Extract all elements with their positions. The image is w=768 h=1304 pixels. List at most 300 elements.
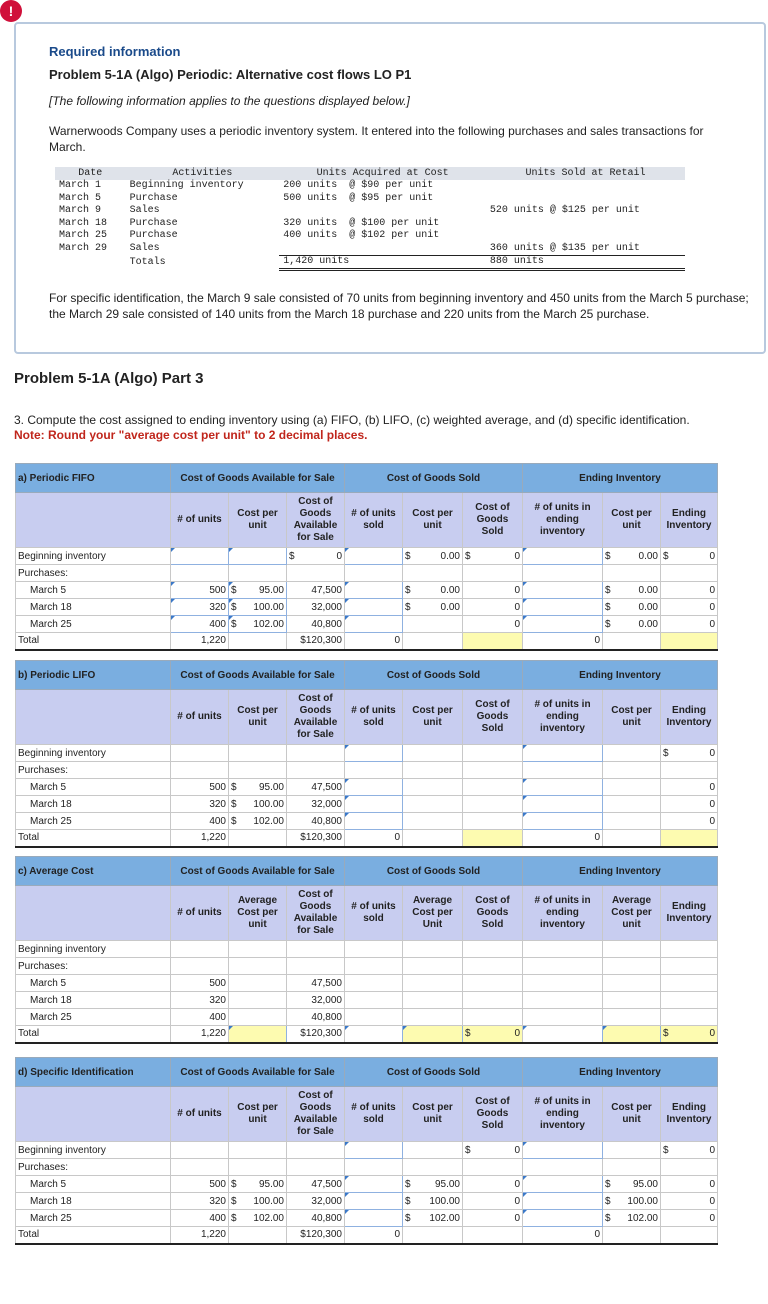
worksheet-row bbox=[16, 1009, 718, 1026]
group-header: Ending Inventory bbox=[523, 1058, 718, 1087]
transaction-cell: March 25 bbox=[59, 230, 108, 242]
value-cell bbox=[171, 1142, 229, 1159]
value-cell bbox=[229, 1227, 287, 1244]
value-cell bbox=[287, 1159, 345, 1176]
intro-text: Warnerwoods Company uses a periodic inventory system. It entered into the following purchases and sales transactions for March. bbox=[49, 124, 704, 154]
cell-value: 100.00 bbox=[253, 798, 284, 810]
value-cell bbox=[463, 565, 523, 582]
input-cell[interactable] bbox=[345, 1193, 403, 1210]
value-cell bbox=[661, 941, 718, 958]
column-header: Cost per unit bbox=[229, 493, 287, 548]
column-header: Cost of Goods Available for Sale bbox=[287, 493, 345, 548]
worksheet-row bbox=[16, 1193, 718, 1210]
worksheet-row bbox=[16, 992, 718, 1009]
input-cell[interactable] bbox=[229, 1026, 287, 1043]
transaction-cell: March 29 bbox=[59, 243, 108, 254]
value-cell: 0 bbox=[463, 1210, 523, 1227]
value-cell bbox=[229, 941, 287, 958]
input-cell[interactable]: 400 bbox=[171, 616, 229, 633]
value-cell bbox=[287, 548, 345, 565]
value-cell bbox=[403, 599, 463, 616]
column-header: Cost per unit bbox=[603, 1087, 661, 1142]
value-cell bbox=[603, 633, 661, 650]
input-cell[interactable] bbox=[345, 616, 403, 633]
transaction-cell: Sales bbox=[129, 243, 160, 254]
dollar-sign: $ bbox=[605, 1212, 611, 1224]
value-cell bbox=[463, 830, 523, 847]
transaction-cell: 360 units @ $135 per unit bbox=[489, 242, 640, 254]
transaction-row bbox=[55, 242, 685, 255]
input-cell[interactable] bbox=[171, 548, 229, 565]
value-cell bbox=[463, 548, 523, 565]
value-cell bbox=[661, 975, 718, 992]
value-cell: 40,800 bbox=[287, 1210, 345, 1227]
value-cell bbox=[229, 975, 287, 992]
value-cell bbox=[229, 633, 287, 650]
worksheet-title: a) Periodic FIFO bbox=[16, 464, 171, 493]
value-cell bbox=[463, 941, 523, 958]
group-header: Ending Inventory bbox=[523, 857, 718, 886]
dollar-sign: $ bbox=[231, 798, 237, 810]
value-cell: 32,000 bbox=[287, 599, 345, 616]
column-header: Ending Inventory bbox=[661, 493, 718, 548]
value-cell: 40,800 bbox=[287, 616, 345, 633]
row-label: Purchases: bbox=[16, 565, 171, 582]
transaction-row bbox=[55, 192, 685, 205]
group-header: Cost of Goods Sold bbox=[345, 1058, 523, 1087]
row-label: March 25 bbox=[16, 1210, 171, 1227]
column-header: Cost of Goods Available for Sale bbox=[287, 1087, 345, 1142]
transaction-row bbox=[55, 205, 685, 218]
value-cell: 0 bbox=[523, 1227, 603, 1244]
input-cell[interactable] bbox=[523, 1026, 603, 1043]
problem-title: Problem 5-1A (Algo) Periodic: Alternative cost flows LO P1 bbox=[49, 67, 412, 82]
group-header: Cost of Goods Sold bbox=[345, 857, 523, 886]
dollar-sign: $ bbox=[465, 1028, 471, 1040]
input-cell[interactable] bbox=[523, 599, 603, 616]
input-cell[interactable] bbox=[229, 616, 287, 633]
input-cell[interactable] bbox=[345, 582, 403, 599]
alert-icon: ! bbox=[0, 0, 22, 22]
value-cell bbox=[345, 1159, 403, 1176]
value-cell bbox=[463, 813, 523, 830]
dollar-sign: $ bbox=[663, 1028, 669, 1040]
worksheet-row bbox=[16, 745, 718, 762]
input-cell[interactable] bbox=[523, 813, 603, 830]
worksheet-row bbox=[16, 941, 718, 958]
value-cell: 500 bbox=[171, 975, 229, 992]
column-header: Cost of Goods Available for Sale bbox=[287, 886, 345, 941]
value-cell bbox=[463, 633, 523, 650]
cell-value: 102.00 bbox=[253, 815, 284, 827]
value-cell: 0 bbox=[463, 1193, 523, 1210]
value-cell: 0 bbox=[661, 779, 718, 796]
value-cell bbox=[603, 813, 661, 830]
cell-value: 102.00 bbox=[253, 1212, 284, 1224]
row-label: Total bbox=[16, 633, 171, 650]
input-cell[interactable] bbox=[345, 779, 403, 796]
input-cell[interactable] bbox=[229, 582, 287, 599]
worksheet-row bbox=[16, 548, 718, 565]
transactions-header: Units Acquired at Cost bbox=[279, 167, 486, 180]
input-cell[interactable] bbox=[345, 1176, 403, 1193]
worksheet-c bbox=[15, 856, 718, 1044]
dollar-sign: $ bbox=[405, 1212, 411, 1224]
dollar-sign: $ bbox=[663, 550, 669, 562]
value-cell bbox=[403, 1159, 463, 1176]
cell-value: 100.00 bbox=[429, 1195, 460, 1207]
cell-value: 0.00 bbox=[638, 584, 658, 596]
value-cell bbox=[403, 1142, 463, 1159]
cell-value: 0 bbox=[514, 1028, 520, 1040]
value-cell bbox=[403, 1227, 463, 1244]
dollar-sign: $ bbox=[231, 1178, 237, 1190]
value-cell: 47,500 bbox=[287, 582, 345, 599]
worksheet-a bbox=[15, 463, 718, 651]
value-cell bbox=[403, 941, 463, 958]
value-cell bbox=[523, 565, 603, 582]
value-cell: 0 bbox=[345, 633, 403, 650]
value-cell bbox=[403, 958, 463, 975]
transaction-cell bbox=[279, 242, 486, 255]
value-cell bbox=[603, 1009, 661, 1026]
transaction-cell: March 5 bbox=[59, 192, 102, 204]
cell-value: 0 bbox=[709, 550, 715, 562]
dollar-sign: $ bbox=[405, 1178, 411, 1190]
value-cell bbox=[463, 1159, 523, 1176]
value-cell bbox=[661, 992, 718, 1009]
group-header: Cost of Goods Sold bbox=[345, 464, 523, 493]
value-cell bbox=[403, 582, 463, 599]
following-note: [The following information applies to the questions displayed below.] bbox=[49, 94, 410, 108]
value-cell bbox=[603, 779, 661, 796]
transaction-row bbox=[55, 217, 685, 230]
cell-value: 95.00 bbox=[632, 1178, 658, 1190]
input-cell[interactable] bbox=[523, 796, 603, 813]
row-label: Beginning inventory bbox=[16, 745, 171, 762]
input-cell[interactable] bbox=[403, 1026, 463, 1043]
value-cell bbox=[345, 992, 403, 1009]
cell-value: 0 bbox=[709, 1028, 715, 1040]
value-cell: 0 bbox=[345, 830, 403, 847]
value-cell bbox=[463, 1009, 523, 1026]
worksheet-row bbox=[16, 796, 718, 813]
value-cell: 1,220 bbox=[171, 633, 229, 650]
value-cell bbox=[171, 1159, 229, 1176]
cell-value: 0.00 bbox=[638, 618, 658, 630]
value-cell: 47,500 bbox=[287, 1176, 345, 1193]
cell-value: 102.00 bbox=[429, 1212, 460, 1224]
group-header: Ending Inventory bbox=[523, 464, 718, 493]
transaction-cell: 500 units @ $95 per unit bbox=[283, 192, 434, 204]
dollar-sign: $ bbox=[289, 550, 295, 562]
dollar-sign: $ bbox=[465, 550, 471, 562]
cell-value: 0.00 bbox=[440, 584, 460, 596]
value-cell: 32,000 bbox=[287, 796, 345, 813]
column-header: Cost of Goods Sold bbox=[463, 1087, 523, 1142]
row-label: Total bbox=[16, 1026, 171, 1043]
dollar-sign: $ bbox=[605, 1195, 611, 1207]
question-text: 3. Compute the cost assigned to ending inventory using (a) FIFO, (b) LIFO, (c) weighted average, and (d) specific identification. bbox=[14, 413, 690, 427]
worksheet-row bbox=[16, 633, 718, 650]
part-title: Problem 5-1A (Algo) Part 3 bbox=[14, 370, 204, 387]
value-cell bbox=[229, 1142, 287, 1159]
value-cell bbox=[523, 941, 603, 958]
input-cell[interactable]: 320 bbox=[171, 599, 229, 616]
worksheet-title: c) Average Cost bbox=[16, 857, 171, 886]
value-cell bbox=[603, 796, 661, 813]
input-cell[interactable] bbox=[345, 1142, 403, 1159]
transaction-cell bbox=[486, 217, 685, 230]
transaction-cell: 1,420 units bbox=[279, 255, 486, 270]
cell-value: 0 bbox=[709, 1144, 715, 1156]
value-cell bbox=[463, 1142, 523, 1159]
input-cell[interactable] bbox=[345, 1026, 403, 1043]
cell-value: 0.00 bbox=[638, 550, 658, 562]
input-cell[interactable] bbox=[523, 1210, 603, 1227]
row-label: March 18 bbox=[16, 992, 171, 1009]
value-cell bbox=[463, 1227, 523, 1244]
value-cell bbox=[229, 1176, 287, 1193]
value-cell: 32,000 bbox=[287, 992, 345, 1009]
dollar-sign: $ bbox=[605, 601, 611, 613]
value-cell: 400 bbox=[171, 1009, 229, 1026]
value-cell: 1,220 bbox=[171, 1026, 229, 1043]
transaction-cell: Purchase bbox=[129, 192, 178, 204]
column-header: # of units sold bbox=[345, 690, 403, 745]
column-header: Cost per unit bbox=[403, 690, 463, 745]
input-cell[interactable] bbox=[229, 548, 287, 565]
value-cell bbox=[287, 958, 345, 975]
value-cell bbox=[603, 958, 661, 975]
input-cell[interactable] bbox=[345, 1210, 403, 1227]
value-cell bbox=[345, 1009, 403, 1026]
transaction-row bbox=[55, 255, 685, 270]
input-cell[interactable] bbox=[345, 796, 403, 813]
cell-value: 0 bbox=[709, 747, 715, 759]
value-cell: 1,220 bbox=[171, 830, 229, 847]
value-cell bbox=[603, 762, 661, 779]
value-cell bbox=[661, 1026, 718, 1043]
worksheet-row bbox=[16, 1026, 718, 1043]
input-cell[interactable]: 500 bbox=[171, 582, 229, 599]
input-cell[interactable] bbox=[345, 745, 403, 762]
value-cell bbox=[603, 1193, 661, 1210]
value-cell bbox=[287, 745, 345, 762]
value-cell: 0 bbox=[661, 796, 718, 813]
cell-value: 95.00 bbox=[434, 1178, 460, 1190]
value-cell: 0 bbox=[463, 1176, 523, 1193]
value-cell bbox=[171, 565, 229, 582]
value-cell bbox=[523, 992, 603, 1009]
input-cell[interactable] bbox=[523, 616, 603, 633]
value-cell bbox=[603, 1159, 661, 1176]
value-cell bbox=[523, 958, 603, 975]
value-cell bbox=[345, 941, 403, 958]
transactions-header: Activities bbox=[126, 167, 280, 180]
worksheet-row bbox=[16, 779, 718, 796]
value-cell bbox=[403, 762, 463, 779]
worksheet-row bbox=[16, 1227, 718, 1244]
value-cell bbox=[661, 1227, 718, 1244]
value-cell bbox=[345, 975, 403, 992]
transaction-cell bbox=[55, 255, 126, 270]
value-cell bbox=[403, 975, 463, 992]
transaction-cell bbox=[486, 192, 685, 205]
dollar-sign: $ bbox=[231, 584, 237, 596]
row-label: March 18 bbox=[16, 1193, 171, 1210]
value-cell bbox=[661, 548, 718, 565]
dollar-sign: $ bbox=[605, 584, 611, 596]
value-cell bbox=[345, 958, 403, 975]
value-cell bbox=[523, 1159, 603, 1176]
value-cell bbox=[661, 1009, 718, 1026]
value-cell bbox=[171, 941, 229, 958]
dollar-sign: $ bbox=[605, 1178, 611, 1190]
value-cell bbox=[229, 762, 287, 779]
value-cell bbox=[403, 1193, 463, 1210]
row-label: March 25 bbox=[16, 616, 171, 633]
value-cell: 0 bbox=[661, 616, 718, 633]
input-cell[interactable] bbox=[523, 1142, 603, 1159]
value-cell bbox=[463, 1026, 523, 1043]
cell-value: 100.00 bbox=[253, 601, 284, 613]
rounding-note: Note: Round your "average cost per unit" to 2 decimal places. bbox=[14, 428, 368, 442]
input-cell[interactable] bbox=[345, 813, 403, 830]
value-cell bbox=[661, 745, 718, 762]
worksheet-row bbox=[16, 1142, 718, 1159]
transaction-cell: 880 units bbox=[486, 255, 685, 270]
input-cell[interactable] bbox=[603, 1026, 661, 1043]
dollar-sign: $ bbox=[231, 1212, 237, 1224]
column-header: Average Cost per unit bbox=[603, 886, 661, 941]
column-header: Cost of Goods Available for Sale bbox=[287, 690, 345, 745]
input-cell[interactable] bbox=[523, 582, 603, 599]
transaction-cell: March 18 bbox=[59, 217, 108, 229]
input-cell[interactable] bbox=[345, 548, 403, 565]
value-cell: 40,800 bbox=[287, 1009, 345, 1026]
required-info-label: Required information bbox=[49, 44, 181, 59]
value-cell bbox=[403, 992, 463, 1009]
input-cell[interactable] bbox=[523, 1193, 603, 1210]
value-cell: 0 bbox=[661, 1193, 718, 1210]
input-cell[interactable] bbox=[345, 599, 403, 616]
row-label: Beginning inventory bbox=[16, 941, 171, 958]
worksheet-row bbox=[16, 1159, 718, 1176]
group-header: Cost of Goods Available for Sale bbox=[171, 857, 345, 886]
transaction-cell bbox=[279, 205, 486, 218]
value-cell: $120,300 bbox=[287, 1227, 345, 1244]
value-cell bbox=[463, 779, 523, 796]
group-header: Cost of Goods Available for Sale bbox=[171, 661, 345, 690]
input-cell[interactable] bbox=[229, 599, 287, 616]
transaction-cell bbox=[486, 180, 685, 193]
column-header: Ending Inventory bbox=[661, 1087, 718, 1142]
worksheet-d bbox=[15, 1057, 718, 1245]
value-cell: 320 bbox=[171, 1193, 229, 1210]
value-cell: 32,000 bbox=[287, 1193, 345, 1210]
column-header: Average Cost per unit bbox=[229, 886, 287, 941]
group-header: Cost of Goods Available for Sale bbox=[171, 464, 345, 493]
dollar-sign: $ bbox=[465, 1144, 471, 1156]
value-cell bbox=[403, 779, 463, 796]
row-label: March 18 bbox=[16, 796, 171, 813]
transaction-cell: 400 units @ $102 per unit bbox=[283, 230, 440, 242]
input-cell[interactable] bbox=[523, 779, 603, 796]
value-cell bbox=[523, 1009, 603, 1026]
column-header: # of units bbox=[171, 493, 229, 548]
value-cell bbox=[403, 745, 463, 762]
value-cell bbox=[463, 975, 523, 992]
value-cell bbox=[403, 830, 463, 847]
group-header: Cost of Goods Sold bbox=[345, 661, 523, 690]
value-cell bbox=[463, 958, 523, 975]
value-cell bbox=[603, 745, 661, 762]
worksheet-row bbox=[16, 599, 718, 616]
value-cell bbox=[171, 745, 229, 762]
transaction-cell: March 9 bbox=[59, 205, 102, 217]
row-label: March 18 bbox=[16, 599, 171, 616]
value-cell bbox=[403, 1176, 463, 1193]
worksheet-row bbox=[16, 958, 718, 975]
worksheet-row bbox=[16, 582, 718, 599]
transaction-cell: March 1 bbox=[59, 180, 102, 192]
value-cell: 400 bbox=[171, 813, 229, 830]
value-cell: 320 bbox=[171, 796, 229, 813]
cell-value: 0 bbox=[514, 1144, 520, 1156]
column-header: Cost per unit bbox=[603, 493, 661, 548]
worksheet-row bbox=[16, 830, 718, 847]
cell-value: 0.00 bbox=[440, 550, 460, 562]
transaction-cell: Sales bbox=[129, 205, 160, 217]
row-label: Purchases: bbox=[16, 1159, 171, 1176]
value-cell: 0 bbox=[661, 1176, 718, 1193]
value-cell: 1,220 bbox=[171, 1227, 229, 1244]
input-cell[interactable] bbox=[523, 548, 603, 565]
value-cell bbox=[661, 958, 718, 975]
value-cell bbox=[229, 1193, 287, 1210]
value-cell bbox=[229, 779, 287, 796]
column-header: # of units sold bbox=[345, 886, 403, 941]
row-label: March 5 bbox=[16, 779, 171, 796]
value-cell bbox=[603, 992, 661, 1009]
input-cell[interactable] bbox=[523, 1176, 603, 1193]
column-header: Cost per unit bbox=[603, 690, 661, 745]
transaction-cell bbox=[486, 230, 685, 243]
worksheet-title: b) Periodic LIFO bbox=[16, 661, 171, 690]
transaction-cell: Beginning inventory bbox=[129, 180, 244, 192]
value-cell: 47,500 bbox=[287, 779, 345, 796]
column-header: # of units bbox=[171, 886, 229, 941]
specific-id-text: For specific identification, the March 9 sale consisted of 70 units from beginning inventory and 450 units from the March 5 purchase; the March 29 sale consisted of 140 units from the March 18 purchase and 220 units from the March 25 purchase. bbox=[49, 291, 749, 321]
value-cell bbox=[403, 565, 463, 582]
cell-value: 95.00 bbox=[258, 781, 284, 793]
dollar-sign: $ bbox=[405, 1195, 411, 1207]
column-header: # of units in ending inventory bbox=[523, 493, 603, 548]
input-cell[interactable] bbox=[523, 745, 603, 762]
column-header: Cost of Goods Sold bbox=[463, 886, 523, 941]
column-header: # of units in ending inventory bbox=[523, 1087, 603, 1142]
value-cell bbox=[229, 565, 287, 582]
value-cell: 47,500 bbox=[287, 975, 345, 992]
row-label: Total bbox=[16, 1227, 171, 1244]
value-cell bbox=[229, 1210, 287, 1227]
value-cell bbox=[229, 1009, 287, 1026]
transaction-cell: 520 units @ $125 per unit bbox=[489, 205, 640, 217]
value-cell bbox=[287, 1142, 345, 1159]
row-label: Purchases: bbox=[16, 762, 171, 779]
value-cell: 0 bbox=[661, 1210, 718, 1227]
